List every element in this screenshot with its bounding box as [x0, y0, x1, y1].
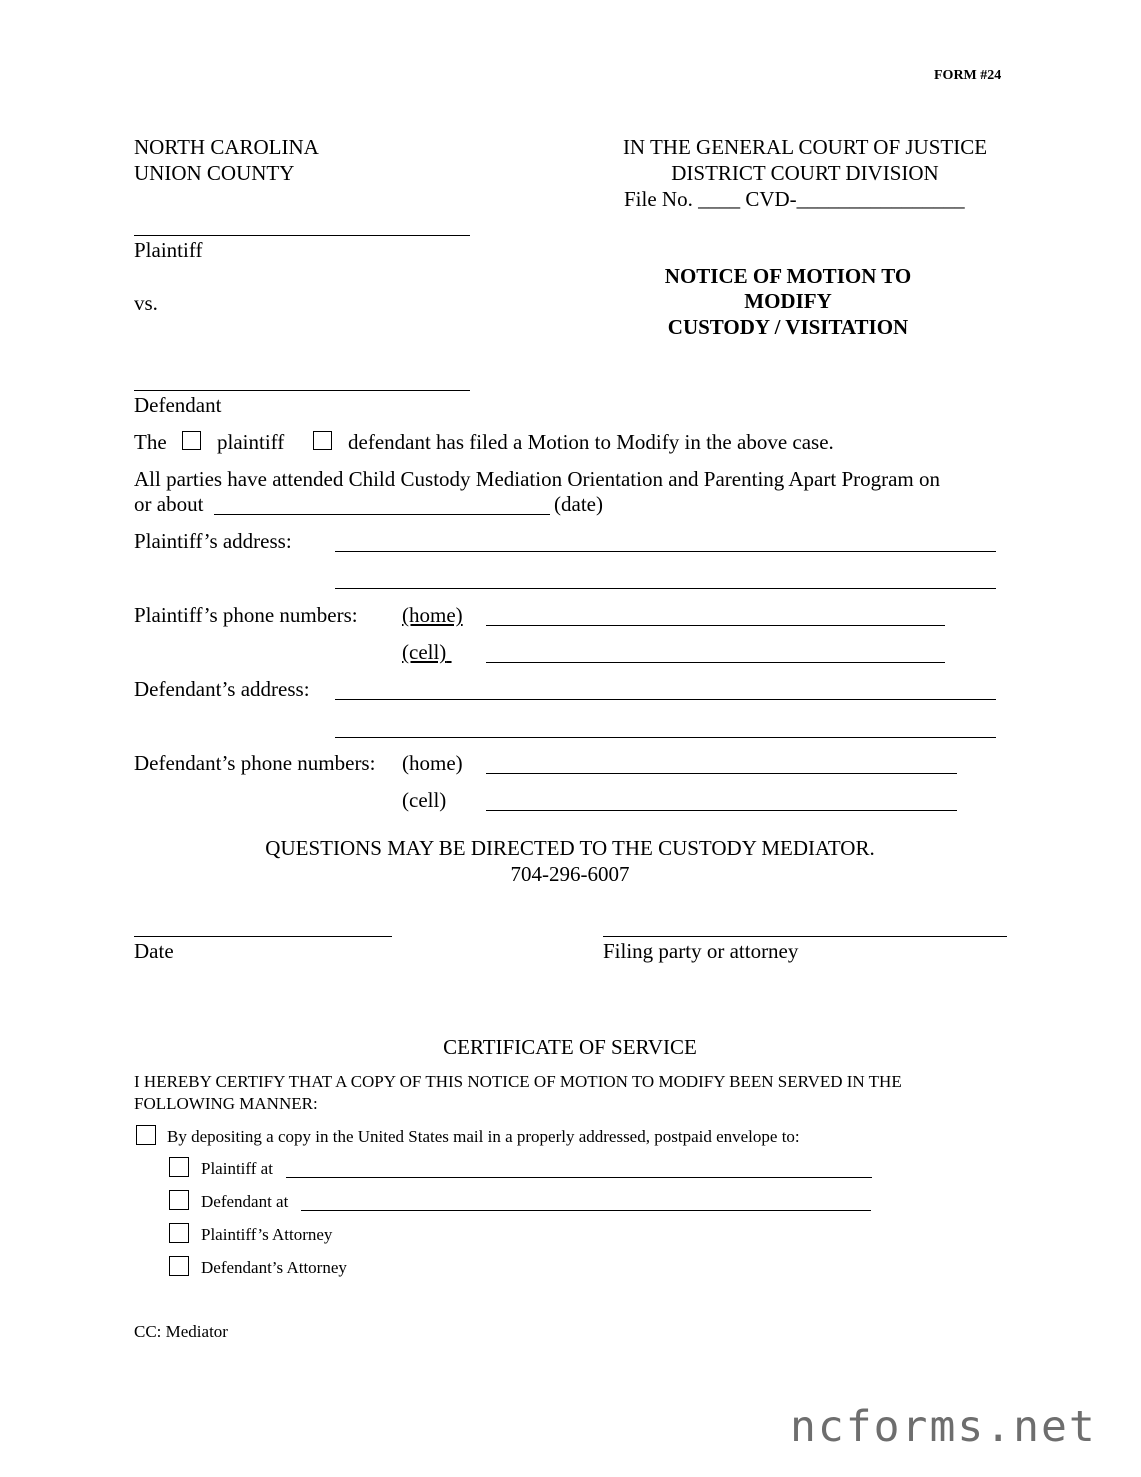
defendant-attorney-checkbox[interactable] [169, 1256, 189, 1276]
site-watermark: ncforms.net [790, 1402, 1097, 1452]
plaintiff-option-label: plaintiff [217, 430, 285, 454]
plaintiff-address-line-1[interactable] [335, 551, 996, 552]
defendant-address-label: Defendant’s address: [134, 677, 310, 701]
defendant-checkbox[interactable] [313, 431, 332, 450]
form-number: FORM #24 [934, 68, 1002, 83]
cc-mediator: CC: Mediator [134, 1322, 228, 1341]
certificate-statement-1: I HEREBY CERTIFY THAT A COPY OF THIS NOTICE OF MOTION TO MODIFY BEEN SERVED IN THE [134, 1072, 902, 1091]
plaintiff-home-phone-line[interactable] [486, 625, 945, 626]
defendant-address-line-1[interactable] [335, 699, 996, 700]
defendant-label: Defendant [134, 393, 222, 417]
caption-county: UNION COUNTY [134, 161, 295, 185]
mediator-phone: 704-296-6007 [510, 862, 630, 886]
filer-signature-line[interactable] [603, 936, 1007, 937]
plaintiff-address-line-2[interactable] [335, 588, 996, 589]
defendant-home-label: (home) [402, 751, 463, 775]
date-signature-line[interactable] [134, 936, 392, 937]
the-label: The [134, 430, 167, 454]
plaintiff-attorney-checkbox[interactable] [169, 1223, 189, 1243]
defendant-name-line[interactable] [134, 390, 470, 391]
orientation-text: All parties have attended Child Custody Mediation Orientation and Parenting Apart Program on [134, 467, 941, 491]
orientation-prefix: or about [134, 492, 204, 516]
filer-label: Filing party or attorney [603, 939, 799, 963]
orientation-date-line[interactable] [214, 514, 550, 515]
certificate-heading: CERTIFICATE OF SERVICE [443, 1035, 697, 1059]
defendant-address-line-2[interactable] [335, 737, 996, 738]
plaintiff-at-label: Plaintiff at [201, 1159, 273, 1178]
defendant-cell-label: (cell) [402, 788, 447, 812]
orientation-date-label: (date) [554, 492, 603, 516]
defendant-home-phone-line[interactable] [486, 773, 957, 774]
defendant-option-label: defendant has filed a Motion to Modify in the above case. [348, 430, 834, 454]
defendant-at-checkbox[interactable] [169, 1190, 189, 1210]
caption-state: NORTH CAROLINA [134, 135, 319, 159]
plaintiff-at-checkbox[interactable] [169, 1157, 189, 1177]
plaintiff-checkbox[interactable] [182, 431, 201, 450]
mail-option-label: By depositing a copy in the United States mail in a properly addressed, postpaid envelope to: [167, 1127, 800, 1146]
mail-checkbox[interactable] [136, 1125, 156, 1145]
plaintiff-cell-phone-line[interactable] [486, 662, 945, 663]
plaintiff-cell-text: (cell) [402, 640, 447, 664]
defendant-at-label: Defendant at [201, 1192, 289, 1211]
defendant-at-address-line[interactable] [301, 1210, 871, 1211]
title-line-3: CUSTODY / VISITATION [667, 315, 909, 339]
plaintiff-at-address-line[interactable] [286, 1177, 872, 1178]
plaintiff-cell-label [402, 639, 452, 665]
questions-text: QUESTIONS MAY BE DIRECTED TO THE CUSTODY MEDIATOR. [265, 836, 875, 860]
file-number-field[interactable]: File No. ____ CVD-________________ [624, 187, 965, 211]
plaintiff-attorney-label: Plaintiff’s Attorney [201, 1225, 333, 1244]
caption-court: IN THE GENERAL COURT OF JUSTICE [622, 135, 988, 159]
title-line-1: NOTICE OF MOTION TO [664, 264, 912, 288]
plaintiff-name-line[interactable] [134, 235, 470, 236]
vs-label: vs. [134, 291, 158, 315]
title-line-2: MODIFY [744, 289, 832, 313]
caption-division: DISTRICT COURT DIVISION [671, 161, 939, 185]
plaintiff-home-label: (home) [402, 603, 463, 627]
certificate-statement-2: FOLLOWING MANNER: [134, 1094, 318, 1113]
defendant-cell-phone-line[interactable] [486, 810, 957, 811]
date-label: Date [134, 939, 174, 963]
defendant-phone-label: Defendant’s phone numbers: [134, 751, 376, 775]
plaintiff-address-label: Plaintiff’s address: [134, 529, 292, 553]
plaintiff-phone-label: Plaintiff’s phone numbers: [134, 603, 358, 627]
defendant-attorney-label: Defendant’s Attorney [201, 1258, 347, 1277]
plaintiff-label: Plaintiff [134, 238, 203, 262]
